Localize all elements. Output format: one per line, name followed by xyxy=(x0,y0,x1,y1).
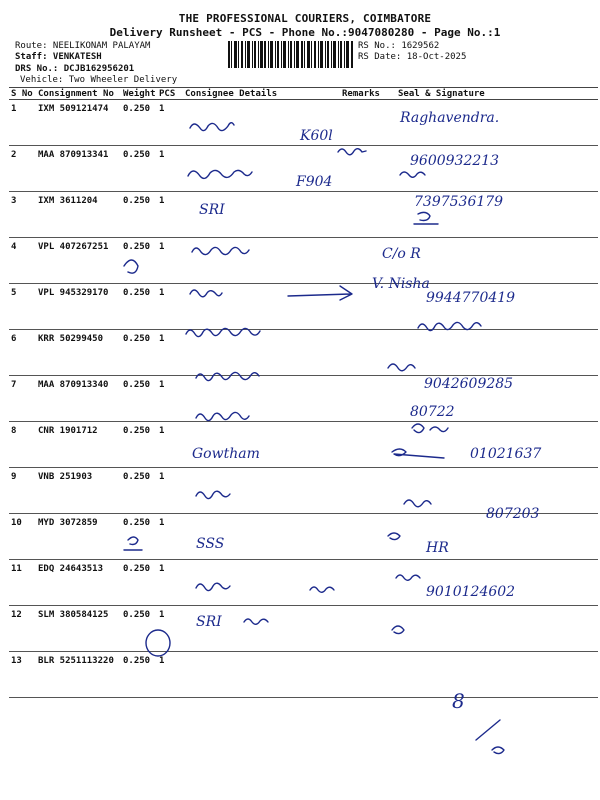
consignee-cell xyxy=(183,330,340,376)
consignee-cell xyxy=(183,468,340,514)
table-row xyxy=(9,468,598,514)
hw-r9-consignee: Gowtham xyxy=(192,446,260,462)
col-consignee: Consignee Details xyxy=(183,88,340,100)
table-row xyxy=(9,100,598,146)
weight-cell: 0.250 xyxy=(121,560,157,606)
hw-r10-seal-phone: 807203 xyxy=(486,506,540,522)
remarks-cell xyxy=(340,560,396,606)
weight-cell: 0.250 xyxy=(121,514,157,560)
table-header-row xyxy=(9,88,598,100)
route-label: Route: NEELIKONAM PALAYAM xyxy=(15,41,151,51)
consignment-cell: CNR 1901712 xyxy=(36,422,121,468)
seal-cell xyxy=(396,238,598,284)
hw-r2-seal-phone: 9600932213 xyxy=(410,153,500,169)
seal-cell xyxy=(396,100,598,146)
weight-cell: 0.250 xyxy=(121,192,157,238)
remarks-cell xyxy=(340,330,396,376)
runsheet-subtitle: Delivery Runsheet - PCS - Phone No.:9047080280 - Page No.:1 xyxy=(109,26,501,39)
consignment-cell: VNB 251903 xyxy=(36,468,121,514)
consignee-cell xyxy=(183,100,340,146)
hw-r3-seal-phone: 7397536179 xyxy=(414,194,504,210)
weight-cell: 0.250 xyxy=(121,606,157,652)
pcs-cell: 1 xyxy=(157,192,183,238)
hw-r7-seal-phone: 9042609285 xyxy=(424,376,514,392)
consignment-cell: MAA 870913340 xyxy=(36,376,121,422)
sno-cell: 10 xyxy=(9,514,36,560)
consignee-cell xyxy=(183,606,340,652)
consignee-cell xyxy=(183,422,340,468)
consignment-cell: VPL 945329170 xyxy=(36,284,121,330)
consignment-cell: MYD 3072859 xyxy=(36,514,121,560)
pcs-cell: 1 xyxy=(157,284,183,330)
table-row xyxy=(9,284,598,330)
consignment-cell: MAA 870913341 xyxy=(36,146,121,192)
weight-cell: 0.250 xyxy=(121,652,157,698)
consignee-cell xyxy=(183,146,340,192)
rs-date: RS Date: 18-Oct-2025 xyxy=(358,52,467,62)
pcs-cell: 1 xyxy=(157,100,183,146)
seal-cell xyxy=(396,606,598,652)
consignment-cell: SLM 380584125 xyxy=(36,606,121,652)
remarks-cell xyxy=(340,514,396,560)
hw-r1-seal: Raghavendra. xyxy=(400,110,500,126)
consignment-cell: EDQ 24643513 xyxy=(36,560,121,606)
weight-cell: 0.250 xyxy=(121,468,157,514)
sno-cell: 3 xyxy=(9,192,36,238)
seal-cell xyxy=(396,422,598,468)
hw-r8-seal-phone: 80722 xyxy=(410,404,455,420)
sno-cell: 7 xyxy=(9,376,36,422)
consignment-cell: BLR 5251113220 xyxy=(36,652,121,698)
remarks-cell xyxy=(340,606,396,652)
weight-cell: 0.250 xyxy=(121,376,157,422)
seal-cell xyxy=(396,284,598,330)
seal-cell xyxy=(396,560,598,606)
consignee-cell xyxy=(183,238,340,284)
weight-cell: 0.250 xyxy=(121,284,157,330)
hw-r9-seal-phone: 01021637 xyxy=(470,446,542,462)
hw-r2-consignee-b: F904 xyxy=(296,174,333,190)
pcs-cell: 1 xyxy=(157,514,183,560)
hw-r3-consignee: SRI xyxy=(199,202,225,218)
weight-cell: 0.250 xyxy=(121,238,157,284)
remarks-cell xyxy=(340,376,396,422)
sno-cell: 8 xyxy=(9,422,36,468)
seal-cell xyxy=(396,468,598,514)
sno-cell: 13 xyxy=(9,652,36,698)
runsheet-table xyxy=(9,87,598,698)
remarks-cell xyxy=(340,652,396,698)
sno-cell: 4 xyxy=(9,238,36,284)
sno-cell: 6 xyxy=(9,330,36,376)
sno-cell: 9 xyxy=(9,468,36,514)
table-row xyxy=(9,330,598,376)
weight-cell: 0.250 xyxy=(121,422,157,468)
sno-cell: 12 xyxy=(9,606,36,652)
seal-cell xyxy=(396,514,598,560)
sno-cell: 1 xyxy=(9,100,36,146)
consignee-cell xyxy=(183,514,340,560)
vehicle-label: Vehicle: Two Wheeler Delivery xyxy=(20,75,178,85)
table-row xyxy=(9,560,598,606)
sno-cell: 11 xyxy=(9,560,36,606)
hw-r5-seal-phone: 9944770419 xyxy=(426,290,516,306)
col-remarks: Remarks xyxy=(340,88,396,100)
table-row xyxy=(9,514,598,560)
table-row xyxy=(9,238,598,284)
pcs-cell: 1 xyxy=(157,468,183,514)
hw-r11-seal: HR xyxy=(426,540,449,556)
seal-cell xyxy=(396,330,598,376)
consignment-cell: VPL 407267251 xyxy=(36,238,121,284)
consignee-cell xyxy=(183,560,340,606)
table-row xyxy=(9,606,598,652)
staff-label: Staff: VENKATESH xyxy=(15,52,102,62)
pcs-cell: 1 xyxy=(157,606,183,652)
hw-footer-number: 8 xyxy=(452,689,465,713)
hw-footer-mark xyxy=(492,747,504,754)
sno-cell: 5 xyxy=(9,284,36,330)
hw-r13-consignee: SRI xyxy=(196,614,222,630)
hw-footer-stroke xyxy=(476,720,500,740)
pcs-cell: 1 xyxy=(157,376,183,422)
remarks-cell xyxy=(340,284,396,330)
weight-cell: 0.250 xyxy=(121,330,157,376)
weight-cell: 0.250 xyxy=(121,146,157,192)
consignee-cell xyxy=(183,376,340,422)
seal-cell xyxy=(396,376,598,422)
col-sno: S No xyxy=(9,88,36,100)
table-row xyxy=(9,146,598,192)
remarks-cell xyxy=(340,192,396,238)
hw-r11-consignee: SSS xyxy=(196,536,225,552)
col-pcs: PCS xyxy=(157,88,183,100)
consignee-cell xyxy=(183,192,340,238)
seal-cell xyxy=(396,192,598,238)
remarks-cell xyxy=(340,100,396,146)
seal-cell xyxy=(396,146,598,192)
col-weight: Weight xyxy=(123,88,156,99)
sno-cell: 2 xyxy=(9,146,36,192)
remarks-cell xyxy=(340,146,396,192)
pcs-cell: 1 xyxy=(157,238,183,284)
company-title: THE PROFESSIONAL COURIERS, COIMBATORE xyxy=(178,12,432,25)
table-row xyxy=(9,652,598,698)
pcs-cell: 1 xyxy=(157,146,183,192)
barcode-image xyxy=(228,41,353,68)
table-row xyxy=(9,376,598,422)
col-consignment: Consignment No xyxy=(36,88,121,100)
hw-r4-seal: C/o R xyxy=(382,246,421,262)
remarks-cell xyxy=(340,238,396,284)
weight-cell: 0.250 xyxy=(121,100,157,146)
drs-number: DRS No.: DCJB162956201 xyxy=(15,64,135,74)
pcs-cell: 1 xyxy=(157,330,183,376)
pcs-cell: 1 xyxy=(157,422,183,468)
pcs-cell: 1 xyxy=(157,652,183,698)
pcs-cell: 1 xyxy=(157,560,183,606)
consignment-cell: KRR 50299450 xyxy=(36,330,121,376)
seal-cell xyxy=(396,652,598,698)
consignment-cell: IXM 3611204 xyxy=(36,192,121,238)
consignee-cell xyxy=(183,284,340,330)
consignment-cell: IXM 509121474 xyxy=(36,100,121,146)
col-seal: Seal & Signature xyxy=(396,88,598,100)
remarks-cell xyxy=(340,468,396,514)
table-row xyxy=(9,422,598,468)
remarks-cell xyxy=(340,422,396,468)
hw-r1-consignee-b: K60l xyxy=(300,128,333,144)
table-row xyxy=(9,192,598,238)
consignee-cell xyxy=(183,652,340,698)
hw-r12-seal-phone: 9010124602 xyxy=(426,584,516,600)
rs-number: RS No.: 1629562 xyxy=(358,41,440,51)
hw-r5-seal-name: V. Nisha xyxy=(372,276,430,292)
